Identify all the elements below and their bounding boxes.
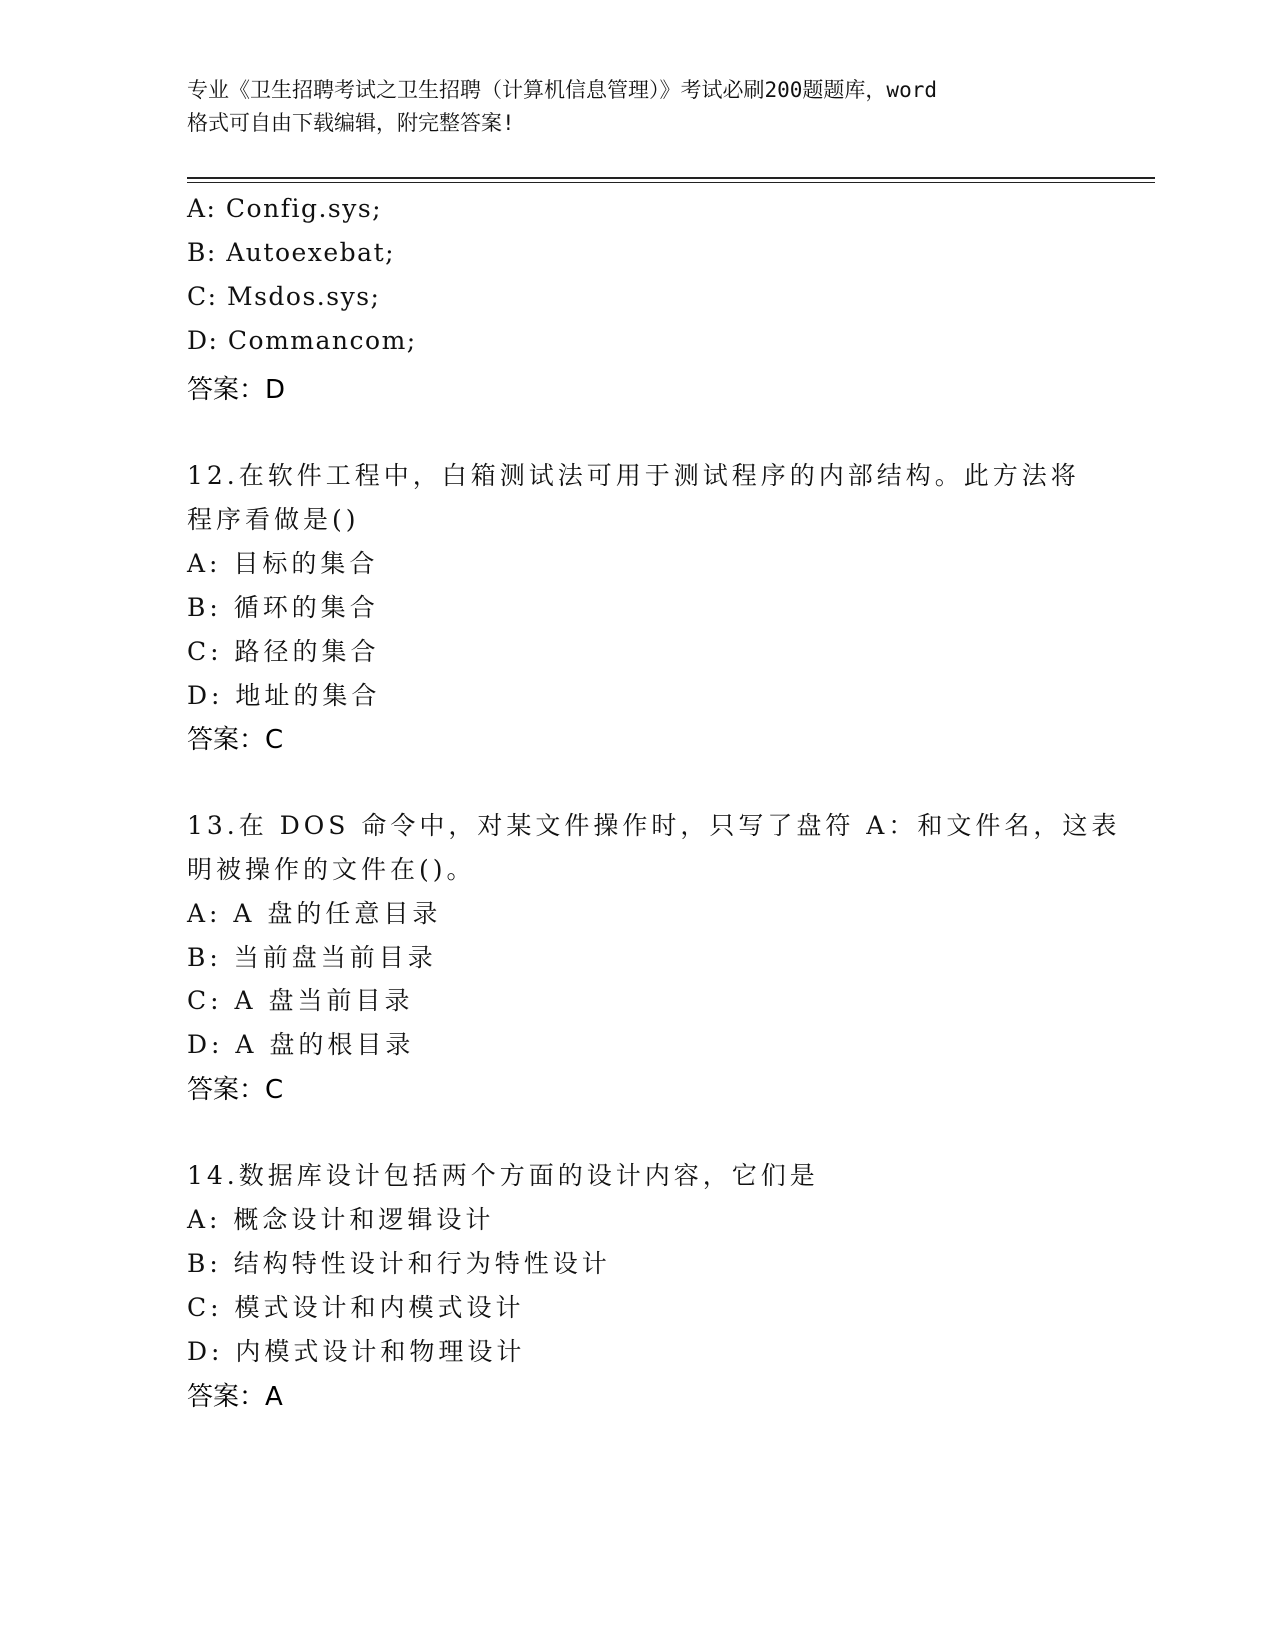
q13-answer: 答案：C — [187, 1075, 284, 1105]
q14-stem-line-1: 14.数据库设计包括两个方面的设计内容，它们是 — [187, 1161, 819, 1190]
q13-stem-line-1: 13.在 DOS 命令中，对某文件操作时，只写了盘符 A：和文件名，这表 — [187, 811, 1121, 840]
q14-option-c: C: 模式设计和内模式设计 — [187, 1293, 525, 1322]
q13-option-d: D: A 盘的根目录 — [187, 1030, 415, 1059]
q14-option-d: D: 内模式设计和物理设计 — [187, 1337, 526, 1366]
q13-option-a: A: A 盘的任意目录 — [187, 899, 442, 928]
q13-stem-line-2: 明被操作的文件在()。 — [187, 855, 476, 884]
q14-answer: 答案：A — [187, 1382, 283, 1412]
q11-answer: 答案：D — [187, 375, 286, 405]
q13-option-b: B: 当前盘当前目录 — [187, 943, 437, 972]
q11-option-c: C: Msdos.sys; — [187, 282, 381, 311]
header-line-1: 专业《卫生招聘考试之卫生招聘（计算机信息管理）》考试必刷200题题库，word — [187, 78, 937, 102]
q12-answer: 答案：C — [187, 725, 284, 755]
q11-option-d: D: Commancom; — [187, 326, 417, 355]
q12-stem-line-2: 程序看做是() — [187, 505, 360, 534]
q12-stem-line-1: 12.在软件工程中，白箱测试法可用于测试程序的内部结构。此方法将 — [187, 461, 1080, 490]
q12-option-c: C: 路径的集合 — [187, 637, 380, 666]
q11-option-a: A: Config.sys; — [187, 194, 383, 223]
q14-option-b: B: 结构特性设计和行为特性设计 — [187, 1249, 611, 1278]
document-header — [187, 74, 1087, 140]
header-divider-thin — [187, 182, 1155, 183]
q13-option-c: C: A 盘当前目录 — [187, 986, 414, 1015]
q12-option-b: B: 循环的集合 — [187, 593, 379, 622]
header-divider-thick — [187, 177, 1155, 179]
q14-option-a: A: 概念设计和逻辑设计 — [187, 1205, 495, 1234]
header-line-2: 格式可自由下载编辑，附完整答案! — [187, 111, 515, 135]
q12-option-a: A: 目标的集合 — [187, 549, 379, 578]
q11-option-b: B: Autoexebat; — [187, 238, 396, 267]
q12-option-d: D: 地址的集合 — [187, 681, 381, 710]
